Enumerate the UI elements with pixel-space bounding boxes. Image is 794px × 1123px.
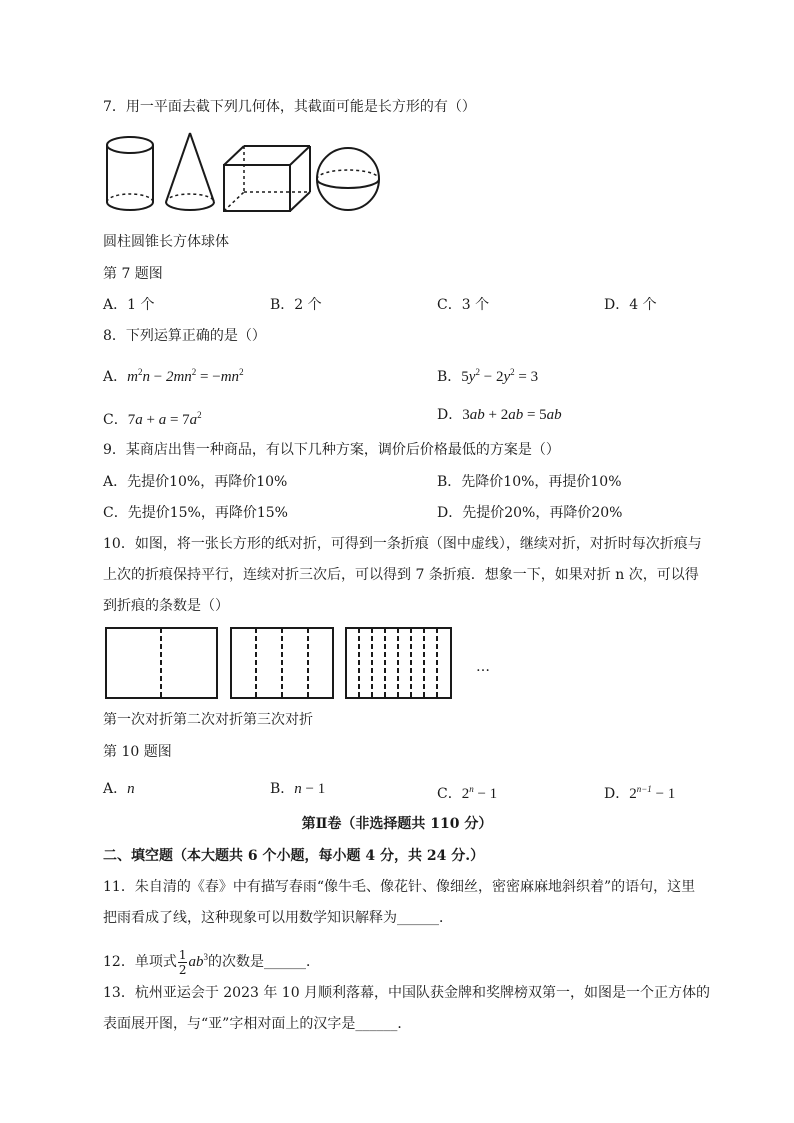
cylinder-shape	[107, 137, 153, 210]
q12-suffix: 的次数是______．	[207, 954, 320, 970]
q10-formula-d: $2^{n-1} - 1$	[629, 784, 676, 802]
q7-stem: 7．用一平面去截下列几何体，其截面可能是长方形的有（）	[103, 99, 476, 115]
q8-label-b: B．	[437, 369, 462, 385]
q8-formula-c: $7a + a = 7a^2$	[127, 410, 202, 428]
q12-line	[103, 940, 320, 979]
q10-figure-caption: 第 10 题图	[103, 744, 172, 760]
q10-formula-b: n − 1	[294, 781, 326, 797]
q12-prefix: 12．单项式	[103, 954, 177, 970]
q8-label-d: D．	[437, 407, 463, 423]
fold-once-rect	[106, 628, 217, 698]
q7-option-b: B．2 个	[270, 297, 322, 313]
q10-fold-labels: 第一次对折第二次对折第三次对折	[103, 712, 313, 728]
cuboid-shape	[224, 146, 310, 211]
q9-stem: 9．某商店出售一种商品，有以下几种方案，调价后价格最低的方案是（）	[103, 442, 560, 458]
q10-option-a	[103, 779, 135, 799]
q8-option-c	[103, 405, 202, 430]
q12-fraction	[178, 948, 188, 977]
q7-figure-caption: 第 7 题图	[103, 266, 163, 282]
q8-stem: 8．下列运算正确的是（）	[103, 328, 266, 344]
q9-option-d: D．先提价20%，再降价20%	[437, 505, 623, 521]
q10-formula-a: n	[127, 781, 135, 797]
q12-numerator: 1	[178, 947, 187, 962]
q9-option-a: A．先提价10%，再降价10%	[103, 474, 288, 490]
fold-twice-rect	[231, 628, 333, 698]
sphere-shape	[317, 148, 379, 210]
q7-option-d: D．4 个	[604, 297, 657, 313]
q8-formula-d: 3ab + 2ab = 5ab	[462, 407, 562, 423]
q11-line-2: 把雨看成了线，这种现象可以用数学知识解释为______．	[103, 910, 453, 926]
q10-stem-line-1: 10．如图，将一张长方形的纸对折，可得到一条折痕（图中虚线），继续对折，对折时每次折痕与	[103, 536, 702, 552]
q13-line-1: 13．杭州亚运会于 2023 年 10 月顺利落幕，中国队获金牌和奖牌榜双第一，如图是一个正方体的	[103, 985, 711, 1001]
q12-denominator: 2	[178, 962, 187, 977]
q8-formula-a: $m^2n - 2mn^2 = -mn^2$	[127, 367, 244, 385]
q10-option-d	[604, 779, 675, 804]
q8-option-d	[437, 405, 562, 425]
q8-label-a: A．	[103, 369, 128, 385]
q11-line-1: 11．朱自清的《春》中有描写春雨“像牛毛、像花针、像细丝，密密麻麻地斜织着”的语句，这里	[103, 879, 696, 895]
cone-shape	[166, 133, 214, 210]
q13-line-2: 表面展开图，与“亚”字相对面上的汉字是______．	[103, 1016, 412, 1032]
q12-monomial: $ab^3$	[188, 952, 208, 970]
q7-shape-labels: 圆柱圆锥长方体球体	[103, 234, 229, 250]
fold-thrice-rect	[346, 628, 451, 698]
q10-formula-c: 2$^n$ − 1	[461, 784, 498, 802]
q10-option-b	[270, 779, 325, 799]
q10-option-c	[437, 779, 497, 804]
q8-option-b	[437, 362, 538, 387]
q10-label-d: D．	[604, 786, 630, 802]
q10-stem-line-2: 上次的折痕保持平行，连续对折三次后，可以得到 7 条折痕．想象一下，如果对折 n 次，可以得	[103, 567, 699, 583]
q10-label-b: B．	[270, 781, 295, 797]
section2-heading: 二、填空题（本大题共 6 个小题，每小题 4 分，共 24 分.）	[103, 848, 485, 864]
paper-folding-figure	[104, 625, 504, 703]
q10-ellipsis: …	[476, 659, 490, 675]
q8-option-a	[103, 362, 244, 387]
q8-formula-b: $5y^2 - 2y^2 = 3$	[461, 367, 539, 385]
q10-stem-line-3: 到折痕的条数是（）	[103, 598, 229, 614]
q9-option-c: C．先提价15%，再降价15%	[103, 505, 288, 521]
q7-option-a: A．1 个	[103, 297, 155, 313]
q10-label-c: C．	[437, 786, 462, 802]
geometric-solids-figure	[100, 128, 385, 220]
section2-title: 第Ⅱ卷（非选择题共 110 分）	[301, 816, 493, 832]
q7-option-c: C．3 个	[437, 297, 490, 313]
q10-label-a: A．	[103, 781, 128, 797]
q9-option-b: B．先降价10%，再提价10%	[437, 474, 622, 490]
q8-label-c: C．	[103, 412, 128, 428]
